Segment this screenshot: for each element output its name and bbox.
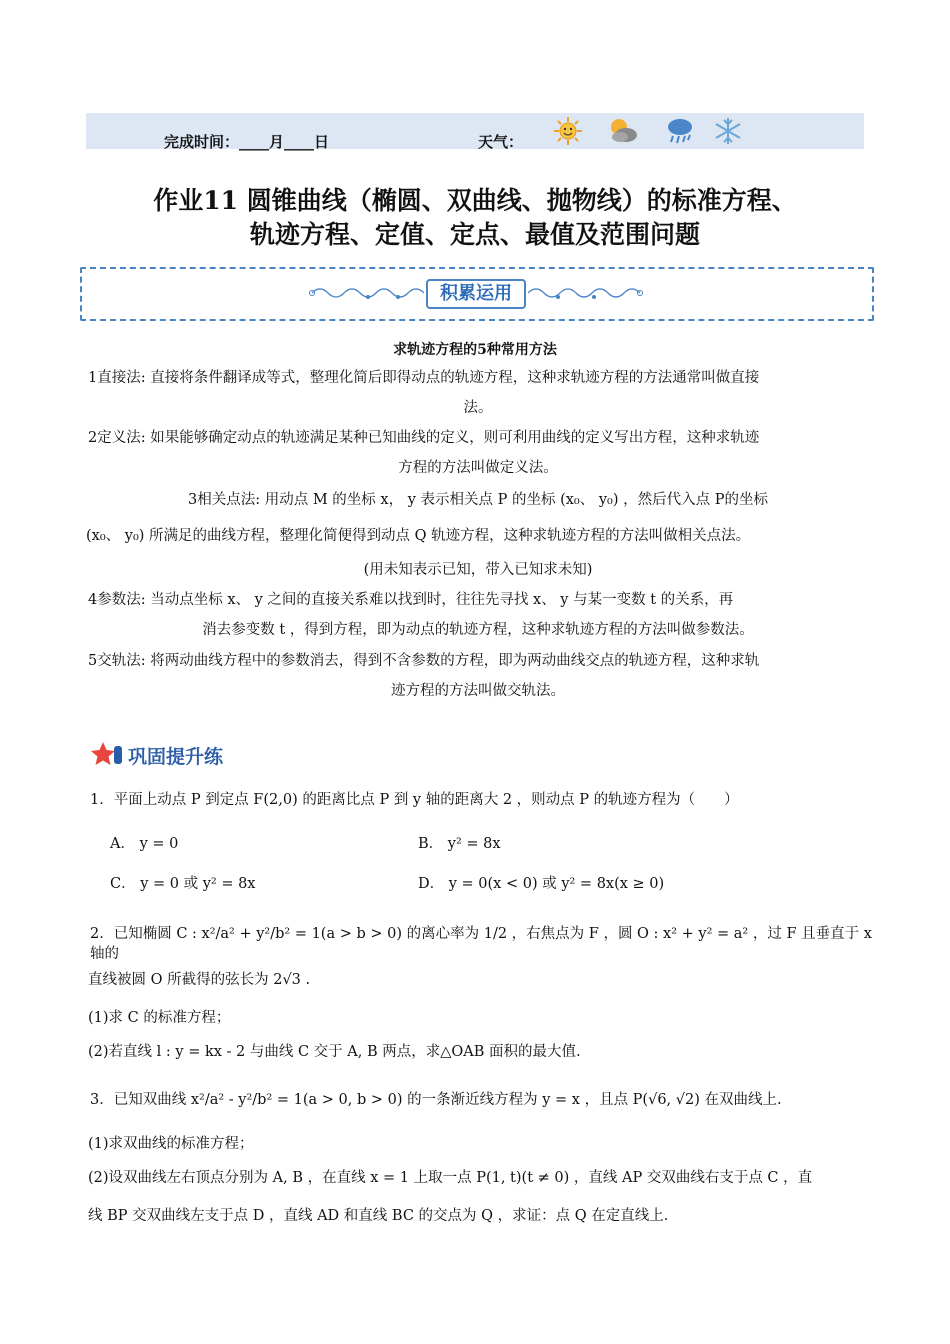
q1-option-b: B． y² = 8x (418, 836, 501, 852)
header-bar (86, 113, 864, 149)
sunny-icon (552, 116, 584, 146)
q1-option-d: D． y = 0(x < 0) 或 y² = 8x(x ≥ 0) (418, 876, 665, 892)
method-5-line-1: 5交轨法: 将两动曲线方程中的参数消去，得到不含参数的方程，即为两动曲线交点的轨迹方程，这种求轨 (88, 653, 760, 669)
q1-option-a: A． y = 0 (110, 836, 179, 852)
method-2-line-2: 方程的方法叫做定义法。 (398, 460, 558, 476)
page-title (0, 184, 950, 252)
method-1-line-2: 法。 (463, 400, 493, 416)
partly-cloudy-icon (606, 116, 638, 146)
method-3-line-2: (x₀、 y₀) 所满足的曲线方程，整理化简便得到动点 Q 轨迹方程，这种求轨迹方程的方法叫做相关点法。 (86, 528, 751, 544)
q3-part-2-cont: 线 BP 交双曲线左支于点 D ，直线 AD 和直线 BC 的交点为 Q ，求证：点 Q 在定直线上. (88, 1208, 669, 1224)
methods-heading: 求轨迹方程的5种常用方法 (393, 342, 557, 358)
section-banner (80, 267, 874, 321)
q1-stem: 1．平面上动点 P 到定点 F(2,0) 的距离比点 P 到 y 轴的距离大 2 ，则动点 P 的轨迹方程为（ ） (90, 792, 739, 808)
star-icon (90, 740, 124, 770)
title-line-1: 作业11 圆锥曲线（椭圆、双曲线、抛物线）的标准方程、 (153, 186, 797, 215)
q2-part-2: (2)若直线 l : y = kx - 2 与曲线 C 交于 A, B 两点，求△OAB 面积的最大值. (88, 1044, 581, 1060)
q3-stem: 3．已知双曲线 x²/a² - y²/b² = 1(a > 0, b > 0) 的一条渐近线方程为 y = x ，且点 P(√6, √2) 在双曲线上. (90, 1092, 782, 1108)
method-4-line-1: 4参数法: 当动点坐标 x、 y 之间的直接关系难以找到时，往往先寻找 x、 y 与某一变数 t 的关系，再 (88, 592, 734, 608)
method-2-line-1: 2定义法: 如果能够确定动点的轨迹满足某种已知曲线的定义，则可利用曲线的定义写出方程，这种求轨迹 (88, 430, 760, 446)
method-5-line-2: 迹方程的方法叫做交轨法。 (391, 683, 565, 699)
title-line-2: 轨迹方程、定值、定点、最值及范围问题 (249, 220, 700, 249)
right-wave-ornament (528, 283, 644, 305)
method-1-line-1: 1直接法: 直接将条件翻译成等式，整理化简后即得动点的轨迹方程，这种求轨迹方程的方法通常叫做直接 (88, 370, 760, 386)
left-wave-ornament (308, 283, 424, 305)
rain-icon (664, 116, 696, 146)
weather-label: 天气： (478, 133, 524, 151)
completion-time: 完成时间：____月____日 (164, 133, 330, 151)
method-4-line-2: 消去参变数 t ，得到方程，即为动点的轨迹方程，这种求轨迹方程的方法叫做参数法。 (202, 622, 754, 638)
method-3-line-3: (用未知表示已知，带入已知求未知) (363, 562, 593, 578)
q2-part-1: (1)求 C 的标准方程； (88, 1010, 231, 1026)
q2-stem-2: 直线被圆 O 所截得的弦长为 2√3 . (88, 972, 311, 988)
banner-label: 积累运用 (426, 279, 526, 309)
section-title: 巩固提升练 (128, 746, 224, 768)
q1-option-c: C． y = 0 或 y² = 8x (110, 876, 256, 892)
q2-stem: 2．已知椭圆 C : x²/a² + y²/b² = 1(a > b > 0) 的离心率为 1/2 ，右焦点为 F ，圆 O : x² + y² = a² ，过 F 且垂直于 x 轴的 (90, 926, 872, 962)
snowflake-icon (712, 116, 744, 146)
q3-part-2: (2)设双曲线左右顶点分别为 A, B ，在直线 x = 1 上取一点 P(1, t)(t ≠ 0) ，直线 AP 交双曲线右支于点 C ，直 (88, 1170, 813, 1186)
q3-part-1: (1)求双曲线的标准方程； (88, 1136, 254, 1152)
method-3-line-1: 3相关点法: 用动点 M 的坐标 x， y 表示相关点 P 的坐标 (x₀、 y₀) ，然后代入点 P的坐标 (188, 492, 768, 508)
